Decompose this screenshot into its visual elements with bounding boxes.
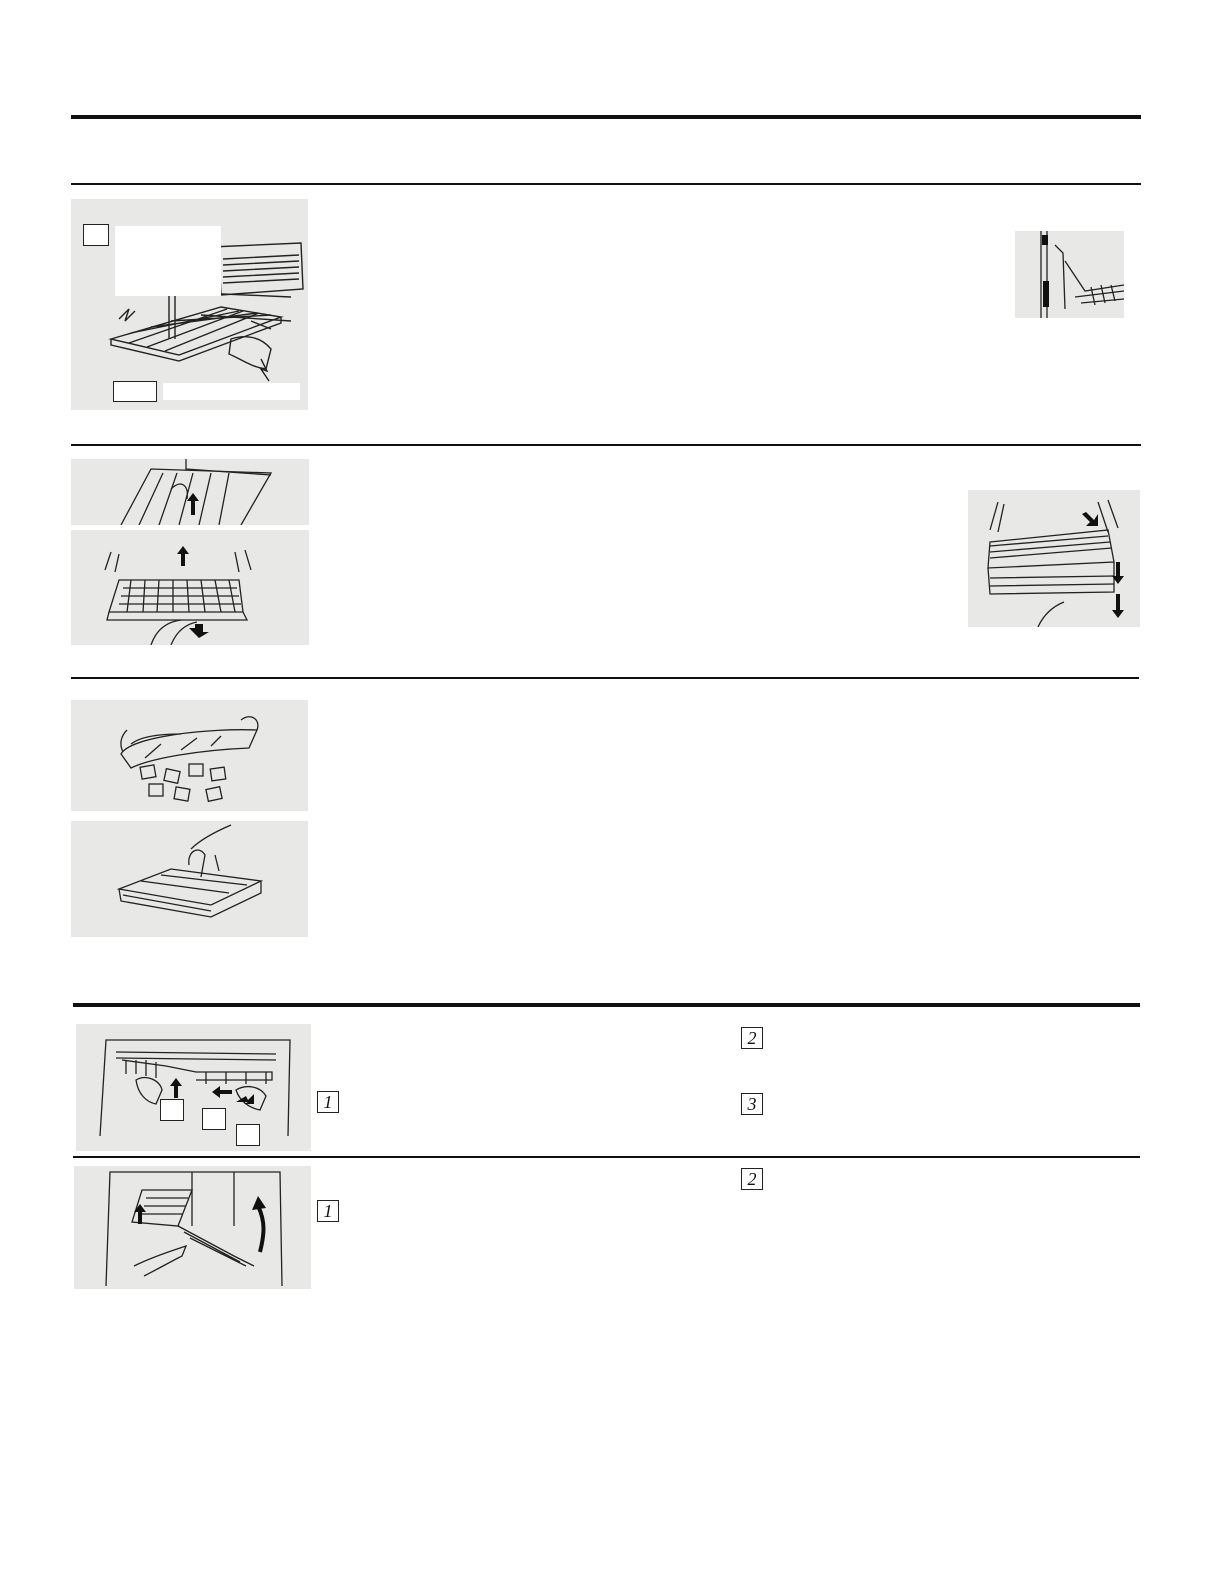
section-rule-1 (71, 183, 1141, 185)
section-rule-2 (71, 444, 1141, 446)
ice-tray-fill-illustration (71, 821, 308, 937)
section-rule-lower-thin (73, 1156, 1140, 1158)
step-number-2: 2 (741, 1027, 763, 1049)
step-number-3: 3 (741, 1093, 763, 1115)
callout-blank (115, 226, 221, 296)
callout-box-b (202, 1108, 226, 1130)
ice-tray-twist-illustration (71, 700, 308, 811)
freezer-shelf-removal-illustration (76, 1024, 311, 1151)
step-number-2-lower: 2 (741, 1168, 763, 1190)
step-number-1: 1 (317, 1091, 339, 1113)
header-rule-thick (71, 115, 1141, 119)
freezer-shelf-replace-illustration (74, 1166, 311, 1289)
caption-blank (163, 383, 300, 400)
shelf-tilt-illustration (968, 490, 1140, 627)
callout-box-c (236, 1124, 260, 1146)
shelf-lift-front-illustration (71, 530, 309, 645)
callout-box-a (160, 1099, 184, 1121)
step-number-1-lower: 1 (317, 1200, 339, 1222)
section-rule-3 (71, 677, 1139, 679)
shelf-lift-detail-illustration (71, 459, 309, 525)
caption-marker-box (113, 381, 157, 402)
callout-marker-box (83, 224, 109, 246)
shelf-removal-illustration (71, 199, 308, 410)
shelf-bracket-illustration (1015, 231, 1124, 318)
section-rule-thick-lower (73, 1003, 1140, 1007)
